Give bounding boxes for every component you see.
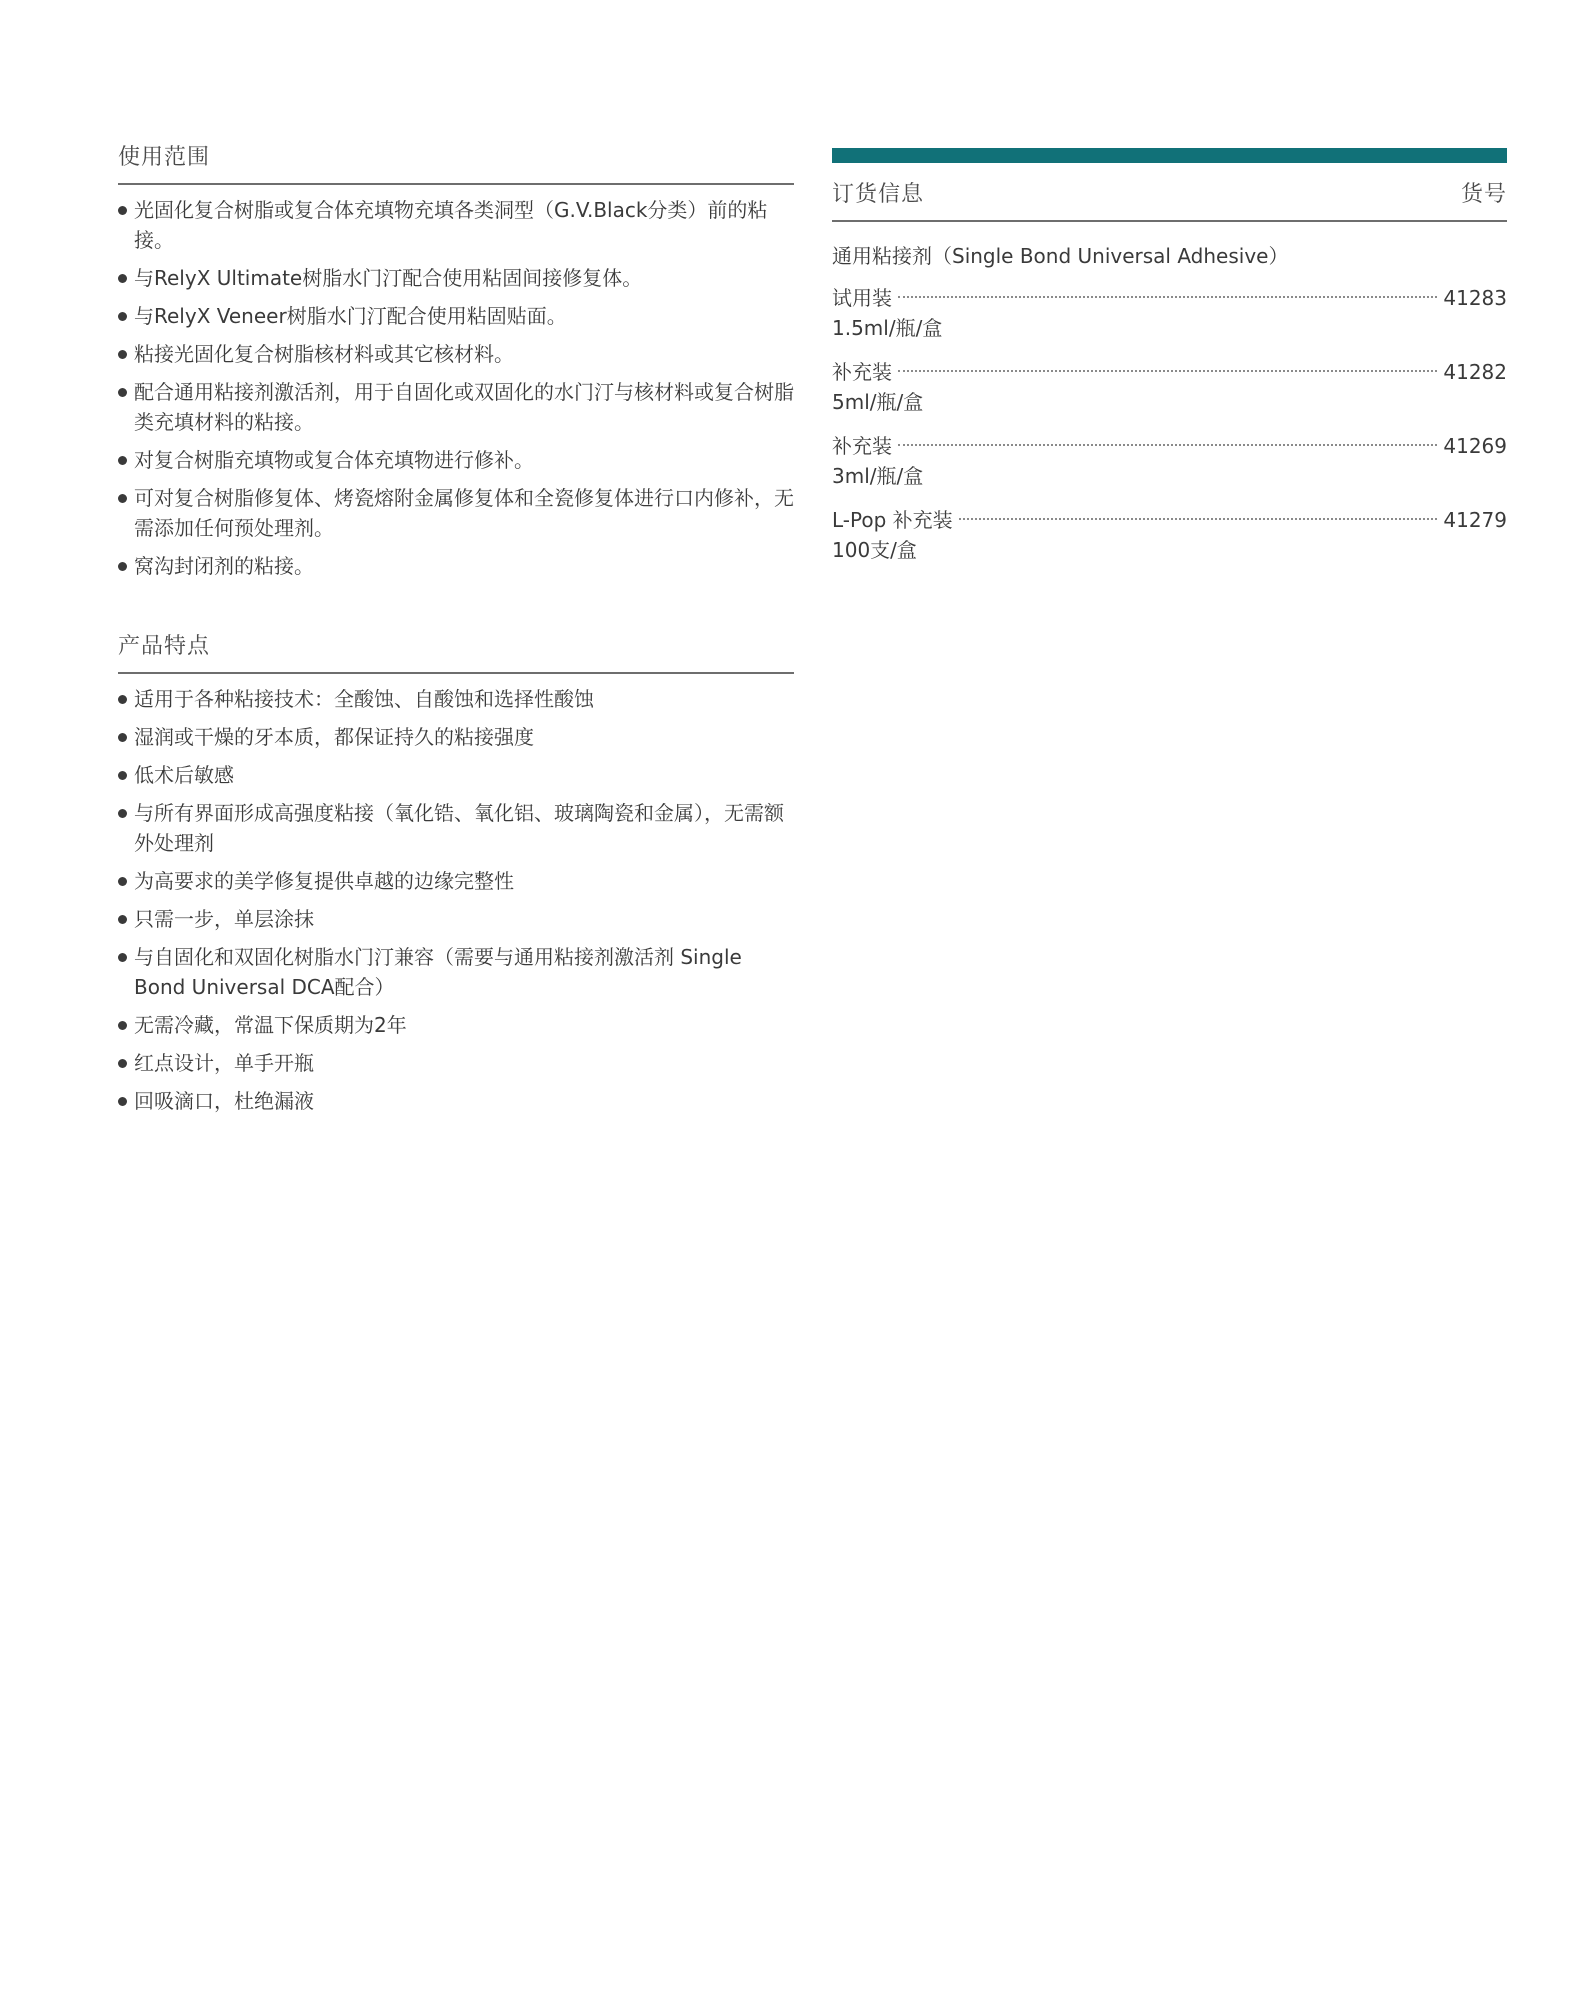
product-name: 通用粘接剂（Single Bond Universal Adhesive） [832, 244, 1289, 268]
order-item-name: L-Pop 补充装 [832, 508, 953, 532]
order-item [832, 505, 1507, 565]
list-item: 可对复合树脂修复体、烤瓷熔附金属修复体和全瓷修复体进行口内修补，无需添加任何预处理剂。 [118, 483, 794, 543]
order-item-name: 补充装 [832, 360, 892, 384]
list-item: 回吸滴口，杜绝漏液 [118, 1086, 794, 1116]
order-item-name: 试用装 [832, 286, 892, 310]
list-item: 红点设计，单手开瓶 [118, 1048, 794, 1078]
leader-dots [898, 444, 1437, 446]
list-item: 适用于各种粘接技术：全酸蚀、自酸蚀和选择性酸蚀 [118, 684, 794, 714]
list-item: 光固化复合树脂或复合体充填物充填各类洞型（G.V.Black分类）前的粘接。 [118, 195, 794, 255]
list-item: 低术后敏感 [118, 760, 794, 790]
order-header [832, 163, 1507, 222]
order-item-spec: 5ml/瓶/盒 [832, 390, 924, 414]
list-item: 窝沟封闭剂的粘接。 [118, 551, 794, 581]
order-item-spec: 1.5ml/瓶/盒 [832, 316, 943, 340]
list-item: 只需一步，单层涂抹 [118, 904, 794, 934]
list-item: 湿润或干燥的牙本质，都保证持久的粘接强度 [118, 722, 794, 752]
right-column [832, 148, 1507, 565]
code-header: 货号 [1460, 182, 1507, 207]
usage-section-title: 使用范围 [118, 140, 794, 185]
order-item [832, 431, 1507, 491]
order-item [832, 357, 1507, 417]
list-item: 配合通用粘接剂激活剂，用于自固化或双固化的水门汀与核材料或复合树脂类充填材料的粘接。 [118, 377, 794, 437]
order-item-spec: 100支/盒 [832, 538, 917, 562]
leader-dots [898, 296, 1437, 298]
leader-dots [898, 370, 1437, 372]
order-item-code: 41269 [1443, 434, 1507, 458]
accent-bar [832, 148, 1507, 163]
list-item: 对复合树脂充填物或复合体充填物进行修补。 [118, 445, 794, 475]
list-item: 无需冷藏，常温下保质期为2年 [118, 1010, 794, 1040]
order-item-spec: 3ml/瓶/盒 [832, 464, 924, 488]
list-item: 与RelyX Veneer树脂水门汀配合使用粘固贴面。 [118, 301, 794, 331]
order-item-code: 41279 [1443, 508, 1507, 532]
usage-list [118, 195, 794, 581]
order-item-name: 补充装 [832, 434, 892, 458]
leader-dots [959, 518, 1438, 520]
order-item-code: 41283 [1443, 286, 1507, 310]
order-item [832, 283, 1507, 343]
left-column [118, 140, 794, 1124]
list-item: 与所有界面形成高强度粘接（氧化锆、氧化铝、玻璃陶瓷和金属），无需额外处理剂 [118, 798, 794, 858]
list-item: 为高要求的美学修复提供卓越的边缘完整性 [118, 866, 794, 896]
list-item: 与自固化和双固化树脂水门汀兼容（需要与通用粘接剂激活剂 Single Bond Universal DCA配合） [118, 942, 794, 1002]
features-list [118, 684, 794, 1116]
order-title: 订货信息 [832, 182, 925, 207]
list-item: 与RelyX Ultimate树脂水门汀配合使用粘固间接修复体。 [118, 263, 794, 293]
order-item-code: 41282 [1443, 360, 1507, 384]
features-section-title: 产品特点 [118, 629, 794, 674]
list-item: 粘接光固化复合树脂核材料或其它核材料。 [118, 339, 794, 369]
